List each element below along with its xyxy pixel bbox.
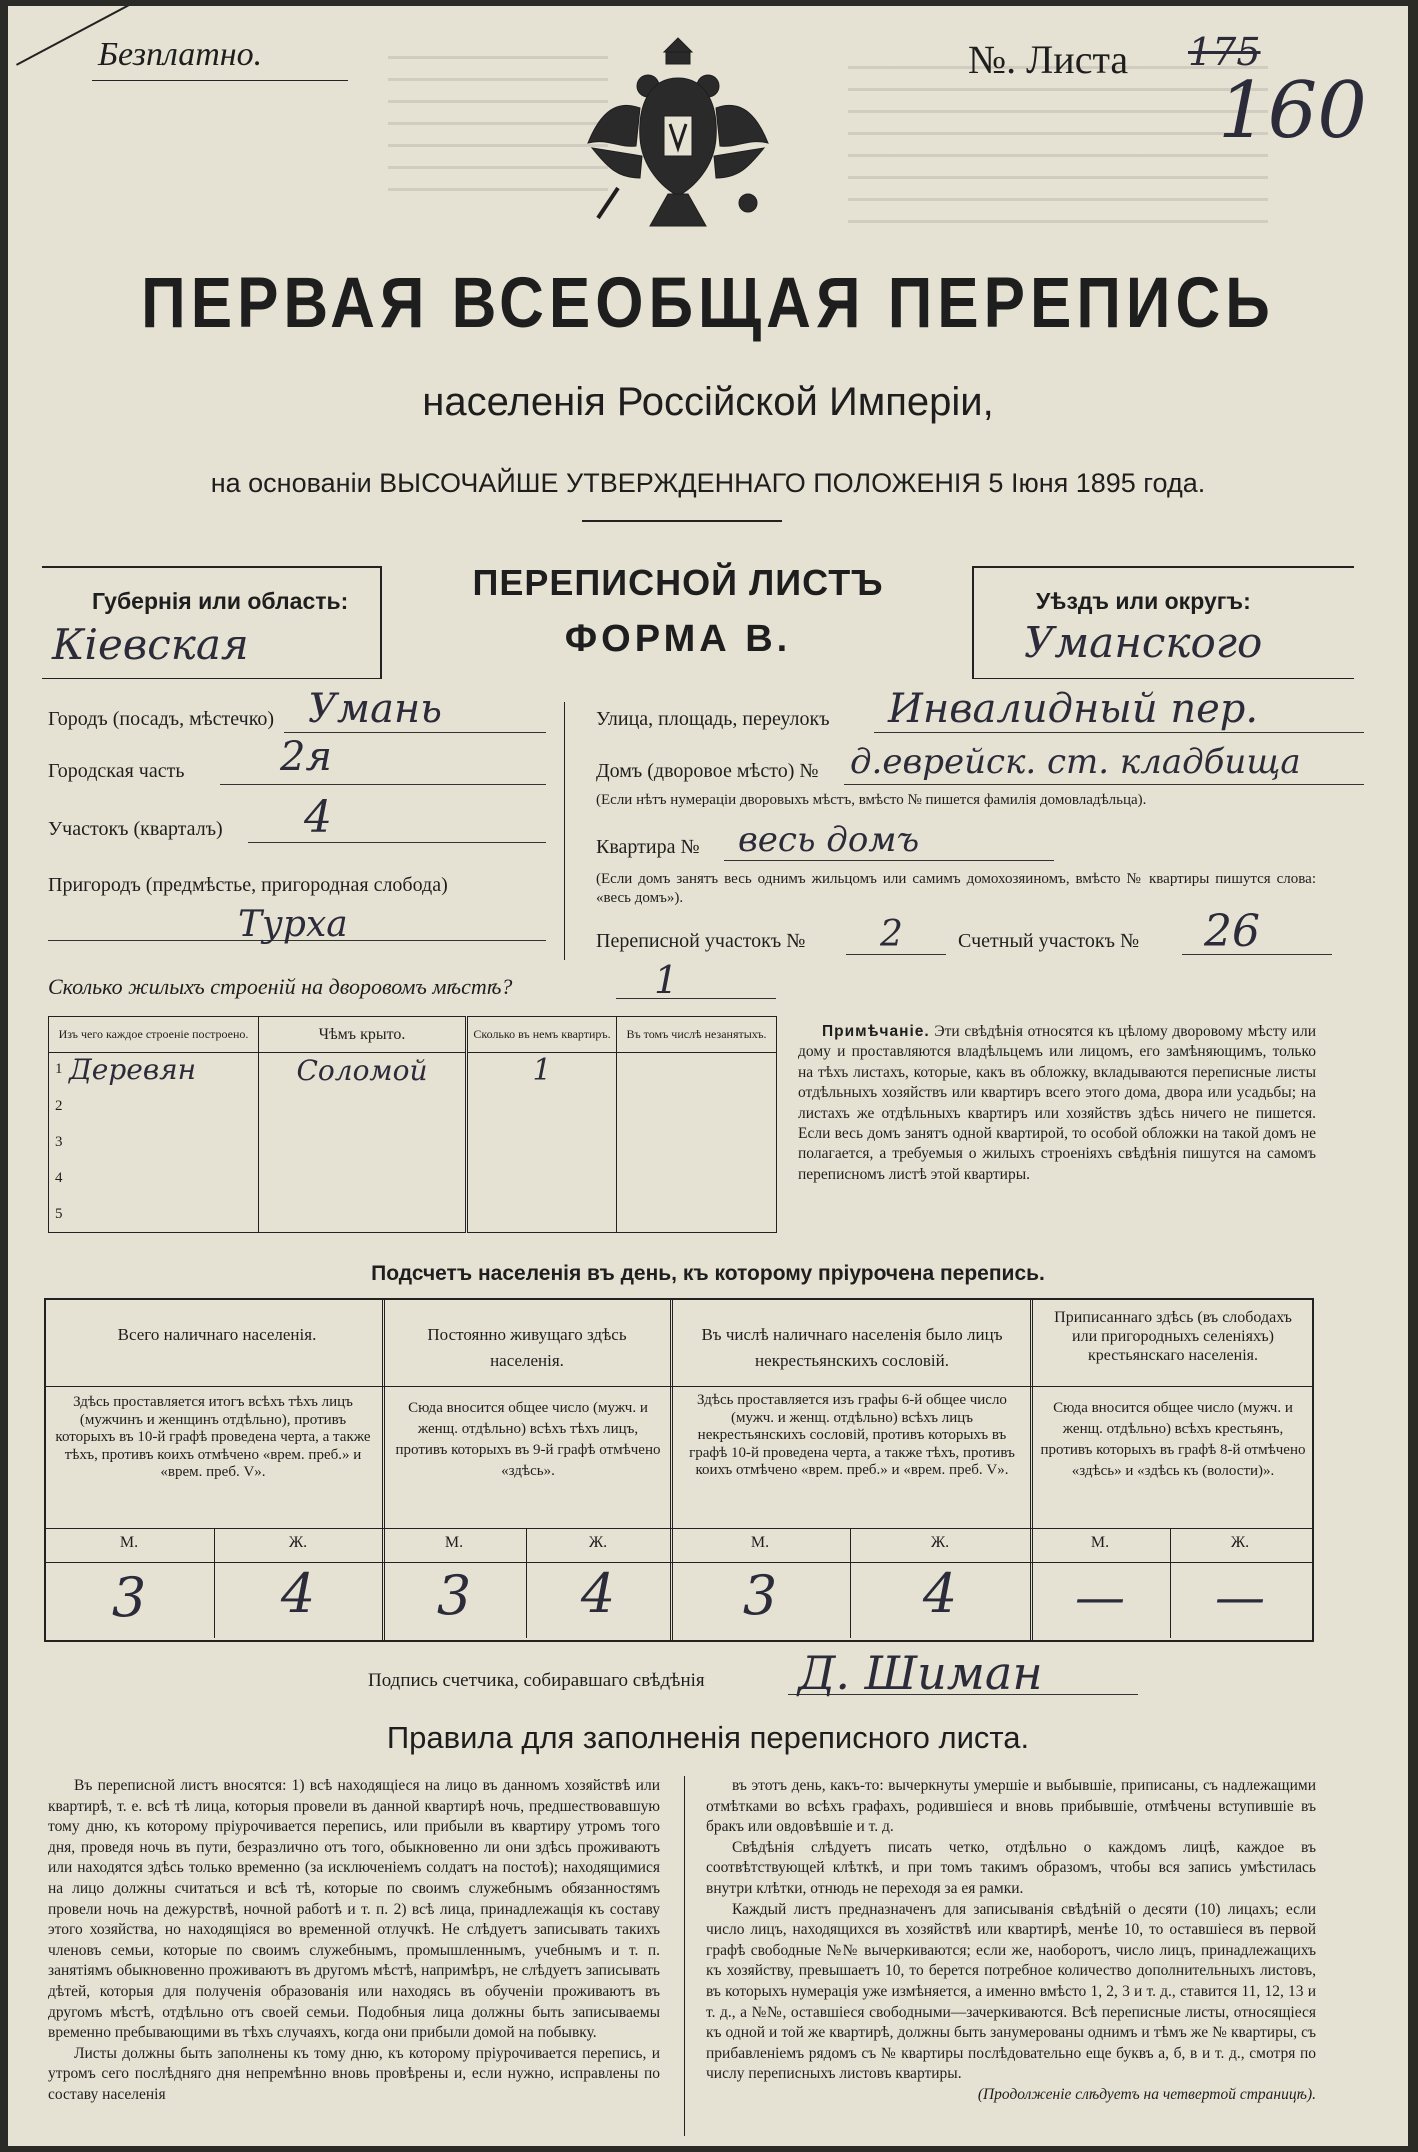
fields-divider (564, 702, 565, 960)
apartment-note: (Если домъ занятъ весь однимъ жильцомъ или самимъ домохозяиномъ, вмѣсто № квартиры пишутся слова: «весь домъ»). (596, 871, 1316, 906)
count-head-non-peasant: Въ числѣ наличнаго населенія было лицъ некрестьянскихъ сословій. (701, 1325, 1003, 1370)
count-m-label: М. (750, 1534, 770, 1551)
table-row (49, 1125, 777, 1161)
buildings-answer: 1 (654, 958, 679, 1002)
rules-paragraph: Каждый листъ предназначенъ для записыванія свѣдѣній о десяти (10) лицахъ; если число лицъ, находящихся въ хозяйствѣ или квартирѣ, менѣе 10, то оставшіеся въ первой графѣ свободные №№ вычеркиваются; если же, наоборотъ, число лицъ, принадлежащихъ къ хозяйству, превышаетъ 10, то берется потребное количество дополнительныхъ листовъ, въ которыхъ нумерація уже измѣняется, а именно вмѣсто 1, 2, 3 и т. д., ставится 11, 12, 13 и т. д., а №№, оставшіеся свободными—зачеркиваются. Всѣ переписные листы, относящіеся къ одной и той же квартирѣ, должны быть занумерованы однимъ и тѣмъ же № квартиры, съ прибавленіемъ рядомъ съ № квартиры послѣдовательно еще буквъ а, б, в и т. д., смотря по числу переписныхъ листовъ квартиры. (706, 1900, 1316, 2083)
count-m-label: М. (1090, 1534, 1110, 1551)
note-block (798, 1022, 1316, 1185)
count-m-value: 3 (111, 1566, 147, 1629)
part-label: Городская часть (48, 760, 185, 782)
count-f-value: — (1215, 1568, 1265, 1626)
count-desc-total: Здѣсь проставляется итогъ всѣхъ тѣхъ лицъ (мужчинъ и женщинъ отдѣльно), противъ которыхъ въ 10-й графѣ проведена черта, а также тѣхъ, противъ коихъ отмѣчено «врем. преб.» и «врем. преб. V». (55, 1394, 371, 1480)
city-line (284, 732, 546, 733)
count-desc-peasant: Сюда вносится общее число (мужч. и женщ. отдѣльно) всѣхъ крестьянъ, противъ которыхъ въ графѣ 8-й отмѣчено «здѣсь» и «здѣсь къ (волости)». (1040, 1400, 1306, 1479)
table-row (49, 1161, 777, 1197)
row-number: 4 (49, 1161, 259, 1197)
count-f-label: Ж. (1230, 1534, 1250, 1551)
row-number: 1 (55, 1061, 63, 1077)
part-value: 2я (280, 734, 332, 780)
apartment-value: весь домъ (738, 820, 920, 860)
bleed-through (388, 56, 608, 206)
house-value: д.еврейск. ст. кладбища (850, 742, 1301, 782)
count-section-label: Счетный участокъ № (958, 930, 1140, 952)
house-line (844, 784, 1364, 785)
uezd-box (972, 566, 1354, 679)
count-f-label: Ж. (588, 1534, 608, 1551)
table-row (49, 1089, 777, 1125)
apartment-label: Квартира № (596, 836, 700, 858)
district-line (248, 842, 546, 843)
part-line (220, 784, 546, 785)
title-rule (582, 520, 782, 522)
buildings-table (48, 1016, 777, 1233)
roof-value (259, 1089, 467, 1125)
count-m-label: М. (444, 1534, 464, 1551)
basis-line: на основаніи ВЫСОЧАЙШЕ УТВЕРЖДЕННАГО ПОЛОЖЕНІЯ 5 Іюня 1895 года. (210, 468, 1206, 498)
city-value: Умань (308, 686, 443, 732)
guberniya-label: Губернія или область: (92, 588, 349, 614)
census-sheet (8, 6, 1408, 2146)
rules-title: Правила для заполненія переписного листа. (386, 1720, 1030, 1755)
imperial-eagle-emblem (578, 28, 778, 238)
house-label: Домъ (дворовое мѣсто) № (596, 760, 819, 782)
table-row (49, 1197, 777, 1233)
street-value: Инвалидный пер. (888, 686, 1259, 732)
city-label: Городъ (посадъ, мѣстечко) (48, 708, 275, 730)
rules-paragraph: Листы должны быть заполнены къ тому дню, къ которому пріурочивается перепись, и утромъ сего послѣдняго дня непремѣнно вновь провѣрены и, если нужно, исправлены по составу населенія (48, 2044, 660, 2103)
rules-right-column (706, 1776, 1316, 2106)
roof-value: Соломой (259, 1053, 467, 1089)
count-row-divider (44, 1386, 1312, 1387)
free-label-underline (92, 80, 348, 81)
count-f-value: 4 (580, 1562, 616, 1625)
note-label: Примѣчаніе. (822, 1023, 930, 1040)
roof-value (259, 1197, 467, 1233)
count-f-value: 4 (280, 1562, 316, 1625)
form-name: ФОРМА В. (564, 618, 792, 660)
roof-value (259, 1125, 467, 1161)
note-text: Эти свѣдѣнія относятся къ цѣлому дворовому мѣсту или дому и проставляются владѣльцемъ или лицомъ, его замѣняющимъ, только на тѣхъ листахъ, которые, какъ въ обложку, вкладываются переписные листы отдѣльныхъ хозяйствъ или квартиръ всего этого дома, двора или усадьбы; на листахъ же отдѣльныхъ квартиръ или хозяйствъ здѣсь ничего не пишется. Если весь домъ занятъ одной квартирой, то особой обложки на такой домъ не полагается, а требуемыя о жилыхъ строеніяхъ свѣдѣнія пишутся на самомъ переписномъ листѣ этой квартиры. (798, 1023, 1317, 1183)
rules-paragraph: Въ переписной листъ вносятся: 1) всѣ находящіеся на лицо въ данномъ хозяйствѣ или квартирѣ, т. е. всѣ тѣ лица, которыя провели въ данной квартирѣ ночь, предшествовавшую тому дню, къ которому пріурочивается перепись, или прибыли въ квартиру утромъ того дня, проведя ночь въ пути, безразлично отъ того, обыкновенно ли они здѣсь проживаютъ или находятся здѣсь только временно (за исключеніемъ солдатъ на постоѣ); находящимися на лицо должны считаться и всѣ тѣ, которые по своимъ служебнымъ обязанностямъ провели ночь на дежурствѣ, ночной работѣ и т. п. 2) всѣ лица, принадлежащія къ составу этого хозяйства, но находящіяся во временной отлучкѣ. Не слѣдуетъ записывать такихъ членовъ семьи, которые по своимъ служебнымъ, промышленнымъ, учебнымъ и т. п. занятіямъ обыкновенно проживаютъ въ другомъ мѣстѣ, напримѣръ, не слѣдуетъ записывать дѣтей, которыя для полученія образованія или находясь въ обученіи проживаютъ въ другомъ мѣстѣ, отдѣльно отъ своей семьи. Подобныя лица должны быть записываемы временно пребывающими въ тѣхъ случаяхъ, когда они прибыли домой на побывку. (48, 1777, 660, 2042)
page-title: ПЕРВАЯ ВСЕОБЩАЯ ПЕРЕПИСЬ (141, 263, 1275, 344)
count-row-divider (44, 1528, 1312, 1529)
count-head-permanent: Постоянно живущаго здѣсь населенія. (427, 1325, 627, 1370)
census-section-value: 2 (880, 914, 903, 955)
signature-value: Д. Шиман (798, 1646, 1043, 1700)
row-number: 5 (49, 1197, 259, 1233)
count-m-value: — (1075, 1568, 1125, 1626)
apartments-value (467, 1089, 617, 1125)
buildings-header: Изъ чего каждое строеніе построено. (49, 1017, 259, 1053)
sheet-number-label: №. Листа (968, 37, 1129, 82)
rules-paragraph: Свѣдѣнія слѣдуетъ писать четко, отдѣльно о каждомъ лицѣ, каждое въ соотвѣтствующей клѣткѣ, и при томъ такимъ образомъ, чтобы вся запись умѣстилась внутри клѣтки, отнюдь не переходя за ея рамки. (706, 1838, 1316, 1897)
vacant-value (617, 1089, 777, 1125)
bleed-through (848, 66, 1268, 236)
guberniya-value: Кiевская (52, 620, 249, 669)
buildings-header: Чѣмъ крыто. (259, 1017, 467, 1053)
suburb-label: Пригородъ (предмѣстье, пригородная слобода) (48, 874, 448, 896)
signature-label: Подпись счетчика, собиравшаго свѣдѣнія (368, 1670, 705, 1691)
district-label: Участокъ (кварталъ) (48, 818, 223, 840)
vacant-value (617, 1053, 777, 1089)
buildings-question: Сколько жилыхъ строеній на дворовомъ мѣстѣ? (48, 974, 513, 999)
apartments-value (467, 1125, 617, 1161)
count-section-value: 26 (1204, 906, 1260, 957)
rules-paragraph: въ этотъ день, какъ-то: вычеркнуты умершіе и выбывшіе, приписаны, съ надлежащими отмѣтками во всѣхъ графахъ, родившіеся и вновь прибывшіе, отмѣчены вступившіе въ бракъ или овдовѣвшіе и т. д. (706, 1777, 1316, 1836)
row-number: 3 (49, 1125, 259, 1161)
district-value: 4 (304, 792, 332, 843)
street-label: Улица, площадь, переулокъ (596, 708, 830, 730)
count-head-total: Всего наличнаго населенія. (117, 1325, 317, 1344)
count-f-value: 4 (922, 1562, 958, 1625)
count-f-label: Ж. (930, 1534, 950, 1551)
count-f-label: Ж. (288, 1534, 308, 1551)
street-line (874, 732, 1364, 733)
vacant-value (617, 1161, 777, 1197)
uezd-value: Уманского (1024, 618, 1263, 667)
count-head-peasant: Приписаннаго здѣсь (въ слободахъ или пригородныхъ селеніяхъ) крестьянскаго населенія. (1054, 1309, 1292, 1364)
count-title: Подсчетъ населенія въ день, къ которому пріурочена перепись. (371, 1262, 1045, 1285)
table-row (49, 1053, 777, 1089)
uezd-label: Уѣздъ или округъ: (1036, 588, 1251, 614)
guberniya-box (42, 566, 382, 679)
rules-continuation: (Продолженіе слѣдуетъ на четвертой страницѣ). (977, 2085, 1316, 2103)
count-m-value: 3 (742, 1564, 778, 1627)
buildings-header: Сколько въ немъ квартиръ. (467, 1017, 617, 1053)
apartment-line (724, 860, 1054, 861)
buildings-header-row (49, 1017, 777, 1053)
count-m-label: М. (119, 1534, 139, 1551)
form-title: ПЕРЕПИСНОЙ ЛИСТЪ (472, 562, 884, 603)
roof-value (259, 1161, 467, 1197)
suburb-value: Турха (238, 904, 348, 945)
count-m-value: 3 (436, 1564, 472, 1627)
census-section-label: Переписной участокъ № (596, 930, 806, 952)
rules-left-column (48, 1776, 660, 2106)
count-desc-permanent: Сюда вносится общее число (мужч. и женщ. отдѣльно) всѣхъ тѣхъ лицъ, противъ которыхъ въ 9-й графѣ отмѣчено «здѣсь». (395, 1400, 661, 1479)
buildings-answer-line (616, 998, 776, 999)
house-note: (Если нѣтъ нумераціи дворовыхъ мѣстъ, вмѣсто № пишется фамилія домовладѣльца). (596, 792, 1147, 808)
material-cell (49, 1053, 259, 1089)
buildings-header: Въ томъ числѣ незанятыхъ. (617, 1017, 777, 1053)
material-value: Деревян (69, 1053, 197, 1086)
page-subtitle: населенія Россійской Имперіи, (422, 380, 994, 424)
apartments-value (467, 1197, 617, 1233)
count-desc-non-peasant: Здѣсь проставляется изъ графы 6-й общее число (мужч. и женщ. отдѣльно) всѣхъ лицъ некрестьянскихъ сословій, противъ которыхъ въ графѣ 10-й проведена черта, а также тѣхъ, противъ коихъ отмѣчено «врем. преб.» и «врем. преб. V». (689, 1392, 1015, 1478)
rules-divider (684, 1776, 685, 2136)
free-label: Безплатно. (98, 36, 263, 73)
vacant-value (617, 1125, 777, 1161)
apartments-value: 1 (467, 1053, 617, 1089)
vacant-value (617, 1197, 777, 1233)
sheet-number-value: 160 (1218, 66, 1367, 156)
row-number: 2 (49, 1089, 259, 1125)
sheet-number-old: 175 (1188, 30, 1261, 74)
apartments-value (467, 1161, 617, 1197)
